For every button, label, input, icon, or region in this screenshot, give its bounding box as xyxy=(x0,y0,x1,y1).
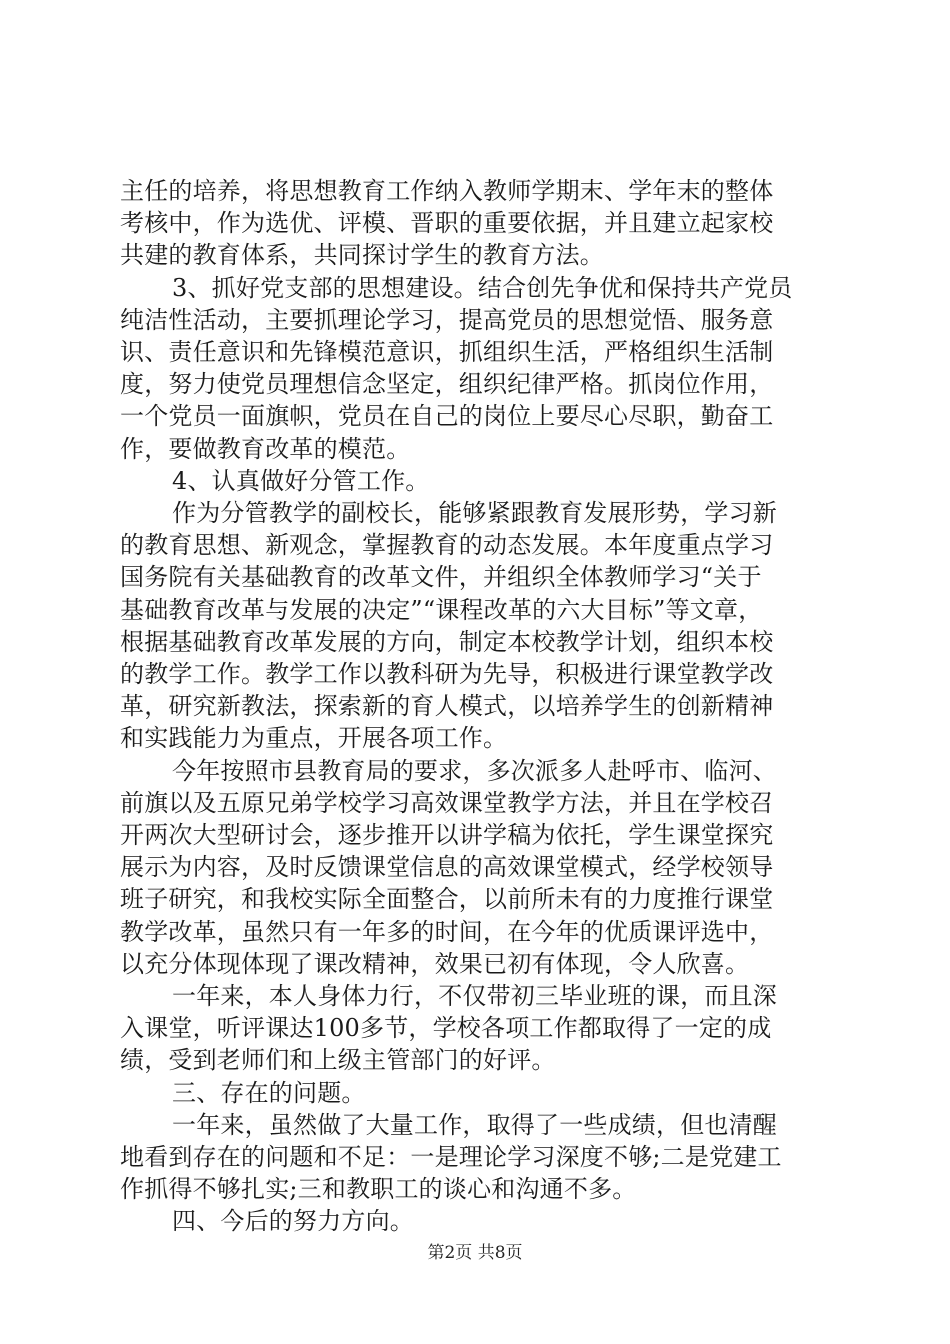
text-line: 开两次大型研讨会，逐步推开以讲学稿为依托，学生课堂探究 xyxy=(120,821,774,849)
text-line: 作抓得不够扎实;三和教职工的谈心和沟通不多。 xyxy=(120,1175,637,1204)
text-line: 一个党员一面旗帜，党员在自己的岗位上要尽心尽职，勤奋工 xyxy=(120,402,774,431)
text-line: 纯洁性活动，主要抓理论学习，提高党员的思想觉悟、服务意 xyxy=(120,305,774,334)
text-line: 根据基础教育改革发展的方向，制定本校教学计划，组织本校 xyxy=(120,627,774,656)
text-line: 班子研究，和我校实际全面整合，以前所未有的力度推行课堂 xyxy=(120,885,774,914)
text-line: 革，研究新教法，探索新的育人模式，以培养学生的创新精神 xyxy=(120,692,774,721)
text-line: 入课堂，听评课达100多节，学校各项工作都取得了一定的成 xyxy=(120,1014,772,1043)
text-line: 作为分管教学的副校长，能够紧跟教育发展形势，学习新 xyxy=(172,499,777,527)
text-line: 的教学工作。教学工作以教科研为先导，积极进行课堂教学改 xyxy=(120,660,774,688)
text-line: 今年按照市县教育局的要求，多次派多人赴呼市、临河、 xyxy=(172,756,777,785)
text-line: 前旗以及五原兄弟学校学习高效课堂教学方法，并且在学校召 xyxy=(120,788,774,817)
text-line: 绩，受到老师们和上级主管部门的好评。 xyxy=(120,1046,556,1075)
text-line: 基础教育改革与发展的决定”“课程改革的六大目标”等文章， xyxy=(120,595,763,624)
text-line: 展示为内容，及时反馈课堂信息的高效课堂模式，经学校领导 xyxy=(120,853,774,882)
text-line: 4、认真做好分管工作。 xyxy=(172,466,430,495)
text-line: 的教育思想、新观念，掌握教育的动态发展。本年度重点学习 xyxy=(120,531,774,560)
text-line: 主任的培养，将思想教育工作纳入教师学期末、学年末的整体 xyxy=(120,177,774,205)
text-line: 地看到存在的问题和不足：一是理论学习深度不够;二是党建工 xyxy=(120,1143,782,1171)
text-line: 以充分体现体现了课改精神，效果已初有体现，令人欣喜。 xyxy=(120,949,750,978)
text-line: 3、抓好党支部的思想建设。结合创先争优和保持共产党员 xyxy=(172,273,793,302)
text-line: 一年来，本人身体力行，不仅带初三毕业班的课，而且深 xyxy=(172,982,777,1010)
text-line: 教学改革，虽然只有一年多的时间，在今年的优质课评选中， xyxy=(120,917,774,946)
text-line: 一年来，虽然做了大量工作，取得了一些成绩，但也清醒 xyxy=(172,1110,777,1139)
text-line: 度，努力使党员理想信念坚定，组织纪律严格。抓岗位作用， xyxy=(120,370,774,399)
text-line: 和实践能力为重点，开展各项工作。 xyxy=(120,724,508,753)
text-line: 三、存在的问题。 xyxy=(172,1078,366,1107)
text-line: 识、责任意识和先锋模范意识，抓组织生活，严格组织生活制 xyxy=(120,338,774,366)
text-line: 四、今后的努力方向。 xyxy=(172,1207,414,1236)
text-line: 作，要做教育改革的模范。 xyxy=(120,434,411,463)
page-footer: 第2页 共8页 xyxy=(427,1243,523,1263)
text-line: 共建的教育体系，共同探讨学生的教育方法。 xyxy=(120,241,604,270)
text-line: 考核中，作为选优、评模、晋职的重要依据，并且建立起家校 xyxy=(120,209,774,238)
text-line: 国务院有关基础教育的改革文件，并组织全体教师学习“关于 xyxy=(120,563,762,592)
